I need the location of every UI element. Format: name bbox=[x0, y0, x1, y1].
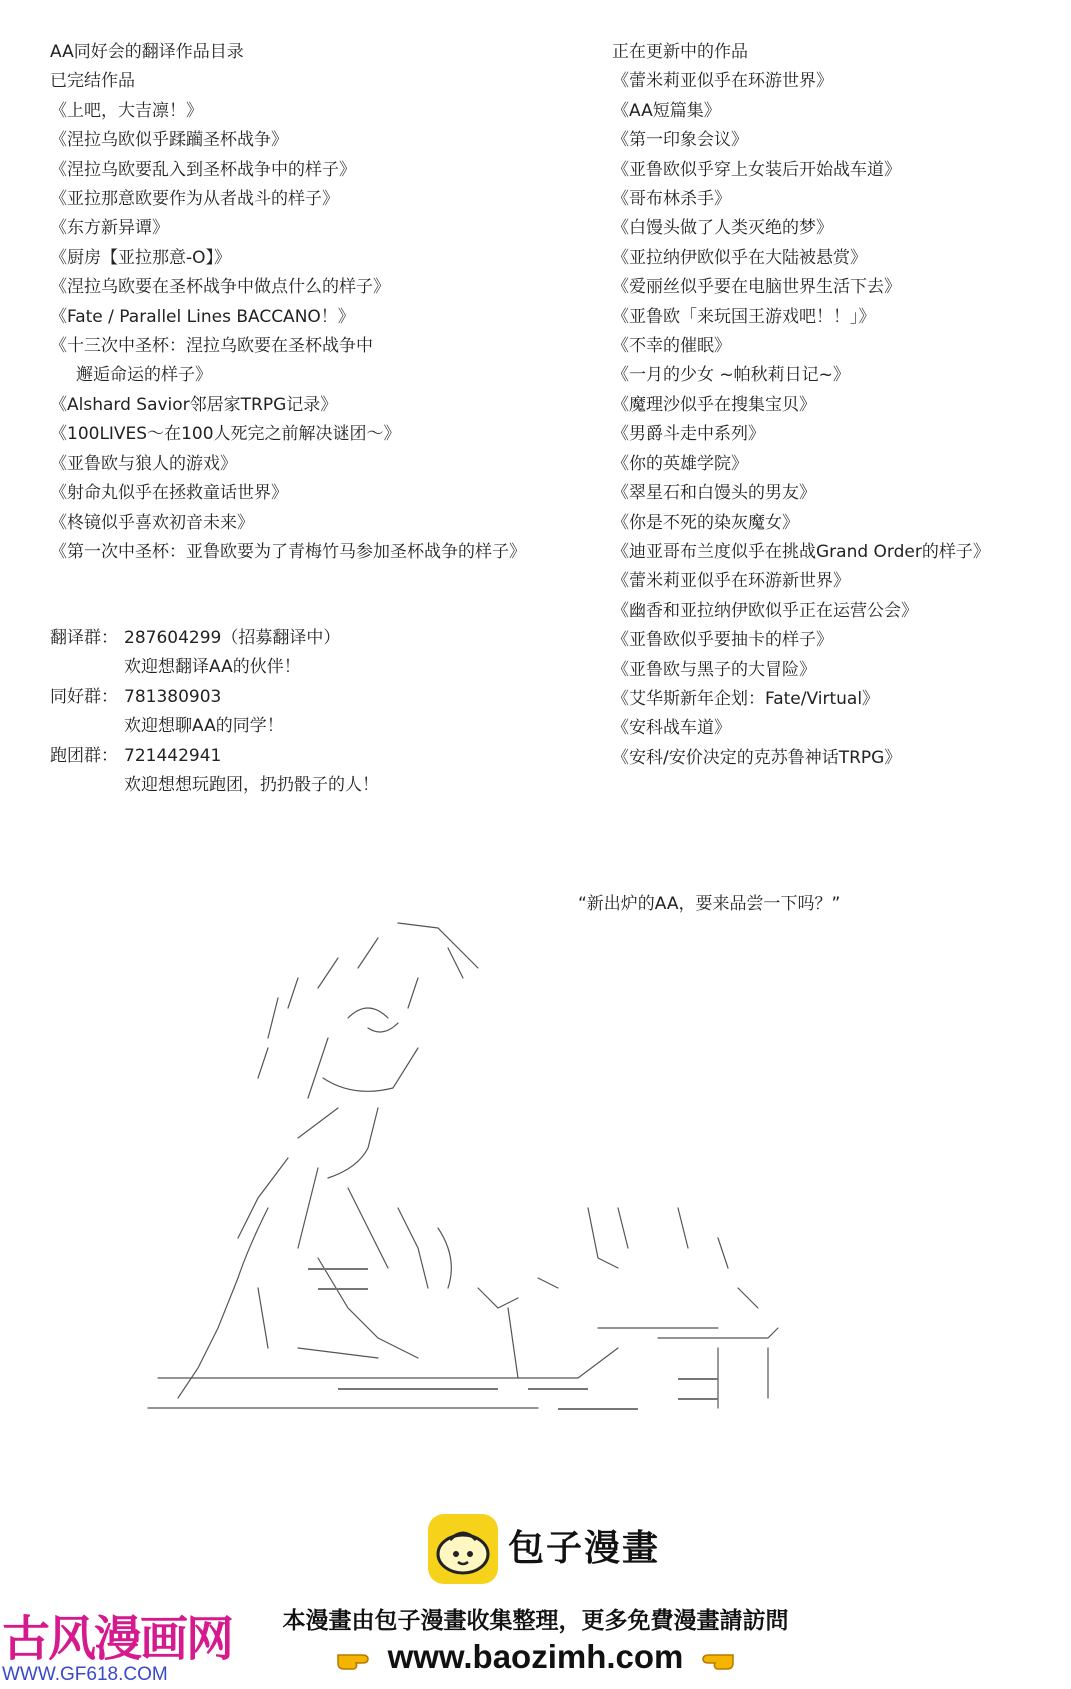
ongoing-work-item: 《亚鲁欧似乎要抽卡的样子》 bbox=[612, 630, 833, 651]
ongoing-work-item: 《亚鲁欧「来玩国王游戏吧！！」》 bbox=[612, 306, 876, 327]
completed-work-item: 《东方新异谭》 bbox=[50, 218, 169, 239]
group-label: 同好群： bbox=[50, 686, 118, 707]
completed-work-item: 《涅拉乌欧要乱入到圣杯战争中的样子》 bbox=[50, 159, 356, 180]
ongoing-work-item: 《亚鲁欧似乎穿上女装后开始战车道》 bbox=[612, 159, 901, 180]
ongoing-work-item: 《安科战车道》 bbox=[612, 718, 731, 739]
group-row bbox=[50, 742, 570, 771]
completed-work-item: 邂逅命运的样子》 bbox=[76, 365, 212, 386]
baozi-logo-icon bbox=[428, 1514, 498, 1584]
quote-text: “新出炉的AA，要来品尝一下吗？” bbox=[578, 894, 841, 914]
completed-label: 已完结作品 bbox=[50, 71, 135, 92]
group-number: 721442941 bbox=[124, 745, 222, 766]
ongoing-work-item: 《你的英雄学院》 bbox=[612, 453, 748, 474]
completed-works-column bbox=[50, 38, 590, 567]
group-row bbox=[50, 683, 570, 712]
watermark-url: WWW.GF618.COM bbox=[2, 1664, 168, 1685]
watermark-title: 古风漫画网 bbox=[2, 1611, 233, 1667]
completed-work-item: 《厨房【亚拉那意-O】》 bbox=[50, 247, 232, 268]
group-note: 欢迎想想玩跑团，扔扔骰子的人！ bbox=[124, 775, 379, 796]
ongoing-work-item: 《安科/安价决定的克苏鲁神话TRPG》 bbox=[612, 747, 902, 768]
pointing-right-hand-icon bbox=[336, 1645, 378, 1673]
ongoing-work-item: 《魔理沙似乎在搜集宝贝》 bbox=[612, 394, 816, 415]
ongoing-works-list bbox=[612, 67, 1062, 773]
ongoing-work-item: 《你是不死的染灰魔女》 bbox=[612, 512, 799, 533]
completed-work-item: 《上吧，大吉凛！》 bbox=[50, 100, 203, 121]
completed-works-list bbox=[50, 97, 590, 568]
completed-work-item: 《柊镜似乎喜欢初音未来》 bbox=[50, 512, 254, 533]
completed-work-item: 《亚拉那意欧要作为从者战斗的样子》 bbox=[50, 189, 339, 210]
group-number: 781380903 bbox=[124, 686, 222, 707]
ongoing-work-item: 《迪亚哥布兰度似乎在挑战Grand Order的样子》 bbox=[612, 541, 990, 562]
ongoing-work-item: 《第一印象会议》 bbox=[612, 130, 748, 151]
footer-message: 本漫畫由包子漫畫收集整理，更多免費漫畫請訪問 bbox=[282, 1608, 789, 1634]
ongoing-work-item: 《亚鲁欧与黑子的大冒险》 bbox=[612, 659, 816, 680]
ongoing-work-item: 《哥布林杀手》 bbox=[612, 189, 731, 210]
brand-name: 包子漫畫 bbox=[508, 1528, 661, 1569]
ongoing-work-item: 《幽香和亚拉纳伊欧似乎正在运营公会》 bbox=[612, 600, 918, 621]
ongoing-work-item: 《爱丽丝似乎要在电脑世界生活下去》 bbox=[612, 277, 901, 298]
ongoing-work-item: 《不幸的催眠》 bbox=[612, 336, 731, 357]
ongoing-heading: 正在更新中的作品 bbox=[612, 42, 748, 62]
ongoing-work-item: 《翠星石和白馒头的男友》 bbox=[612, 483, 816, 504]
completed-work-item: 《射命丸似乎在拯救童话世界》 bbox=[50, 483, 288, 504]
ongoing-work-item: 《蕾米莉亚似乎在环游世界》 bbox=[612, 71, 833, 92]
ongoing-work-item: 《蕾米莉亚似乎在环游新世界》 bbox=[612, 571, 850, 592]
group-note: 欢迎想翻译AA的伙伴！ bbox=[124, 657, 301, 678]
ongoing-work-item: 《男爵斗走中系列》 bbox=[612, 424, 765, 445]
completed-work-item: 《亚鲁欧与狼人的游戏》 bbox=[50, 453, 237, 474]
group-note: 欢迎想聊AA的同学！ bbox=[124, 716, 284, 737]
ongoing-work-item: 《艾华斯新年企划：Fate/Virtual》 bbox=[612, 688, 880, 709]
completed-work-item: 《Alshard Savior邻居家TRPG记录》 bbox=[50, 394, 338, 415]
group-label: 跑团群： bbox=[50, 745, 118, 766]
completed-work-item: 《涅拉乌欧似乎蹂躏圣杯战争》 bbox=[50, 130, 288, 151]
footer-url-link[interactable]: www.baozimh.com bbox=[387, 1638, 684, 1675]
ongoing-work-item: 《白馒头做了人类灭绝的梦》 bbox=[612, 218, 833, 239]
catalog-heading: AA同好会的翻译作品目录 bbox=[50, 42, 244, 62]
site-watermark bbox=[0, 1600, 233, 1689]
group-row bbox=[50, 624, 570, 653]
ongoing-works-column bbox=[612, 38, 1062, 773]
completed-work-item: 《第一次中圣杯：亚鲁欧要为了青梅竹马参加圣杯战争的样子》 bbox=[50, 541, 526, 562]
pointing-left-hand-icon bbox=[693, 1645, 735, 1673]
ongoing-work-item: 《AA短篇集》 bbox=[612, 100, 721, 121]
group-label: 翻译群： bbox=[50, 628, 118, 648]
ascii-art-illustration bbox=[118, 908, 818, 1428]
completed-work-item: 《十三次中圣杯：涅拉乌欧要在圣杯战争中 bbox=[50, 336, 373, 357]
ongoing-work-item: 《亚拉纳伊欧似乎在大陆被悬赏》 bbox=[612, 247, 867, 268]
completed-work-item: 《Fate / Parallel Lines BACCANO！》 bbox=[50, 306, 355, 327]
group-info bbox=[50, 624, 570, 800]
group-number: 287604299（招募翻译中） bbox=[124, 628, 341, 648]
completed-work-item: 《100LIVES～在100人死完之前解决谜团～》 bbox=[50, 424, 401, 445]
completed-work-item: 《涅拉乌欧要在圣杯战争中做点什么的样子》 bbox=[50, 277, 390, 298]
ongoing-work-item: 《一月的少女 ~帕秋莉日记~》 bbox=[612, 365, 850, 386]
